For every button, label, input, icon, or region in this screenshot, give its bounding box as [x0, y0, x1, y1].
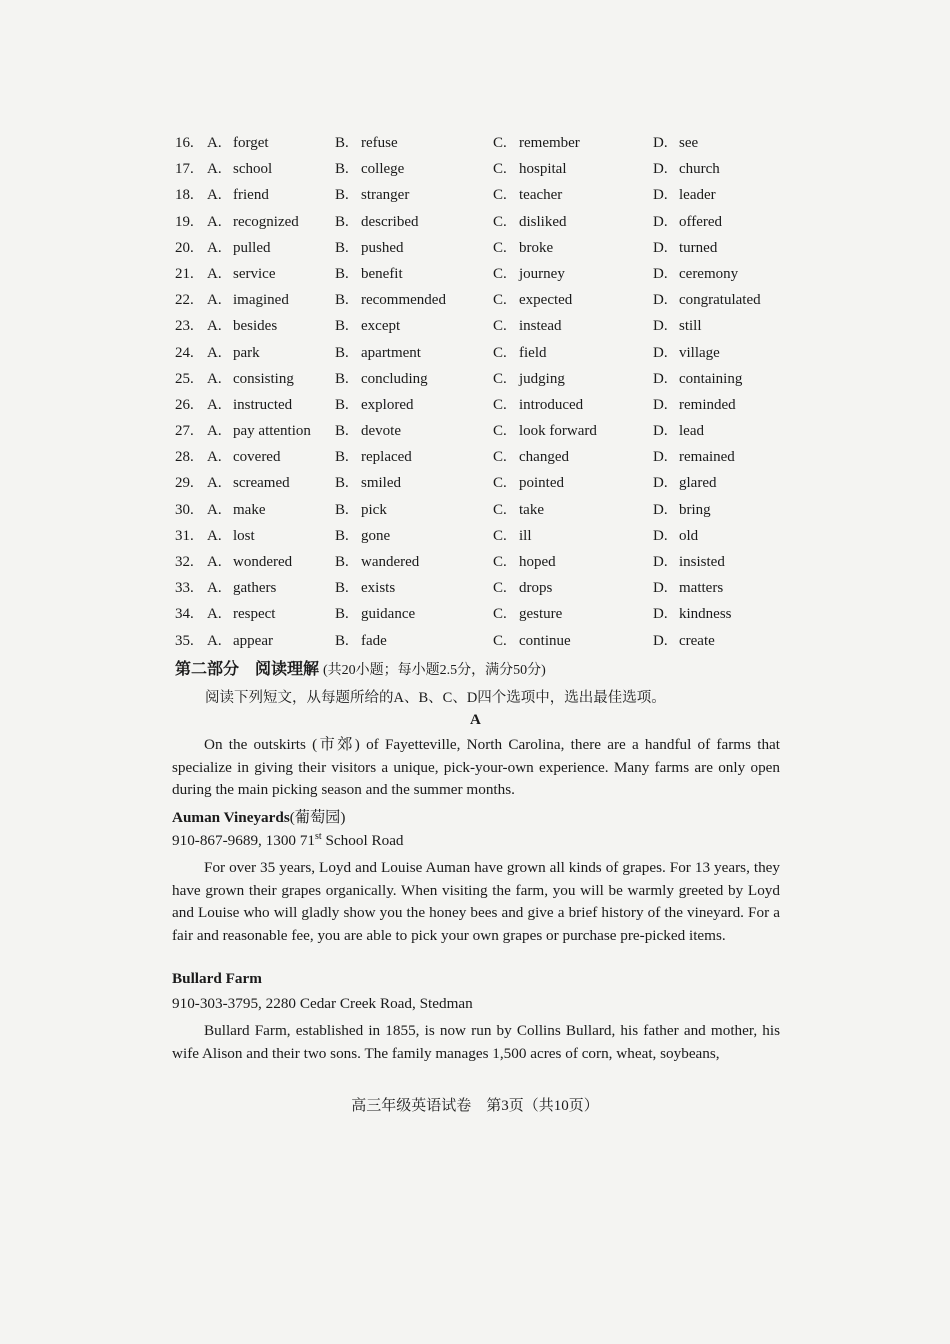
option-a: [207, 500, 265, 520]
question-row: [175, 604, 795, 630]
option-letter: A.: [207, 554, 222, 570]
option-letter: D.: [653, 213, 668, 230]
option-b: [335, 185, 409, 205]
cloze-options-list: [175, 133, 795, 657]
option-b: [335, 212, 418, 232]
question-number: 28.: [175, 449, 194, 466]
option-text: smiled: [361, 475, 401, 492]
option-letter: B.: [335, 135, 349, 151]
question-row: [175, 316, 795, 342]
option-c: [493, 316, 562, 336]
option-text: kindness: [679, 606, 732, 623]
option-letter: D.: [653, 161, 668, 178]
option-letter: C.: [493, 265, 507, 282]
option-letter: A.: [207, 239, 222, 256]
question-number: 19.: [175, 213, 194, 230]
option-c: [493, 631, 571, 651]
option-text: lead: [679, 423, 704, 440]
option-text: consisting: [233, 370, 294, 387]
option-text: containing: [679, 370, 743, 387]
option-letter: B.: [335, 161, 349, 178]
option-letter: B.: [335, 344, 349, 361]
question-row: [175, 238, 795, 264]
option-c: [493, 212, 567, 232]
option-b: [335, 238, 404, 258]
option-a: [207, 212, 299, 232]
section-title: 第二部分 阅读理解: [175, 659, 320, 678]
option-b: [335, 369, 428, 389]
option-letter: B.: [335, 423, 349, 440]
option-letter: D.: [653, 265, 668, 282]
option-a: [207, 316, 277, 336]
option-c: [493, 604, 562, 624]
option-letter: D.: [653, 554, 668, 570]
option-text: hospital: [519, 161, 567, 178]
option-text: guidance: [361, 606, 416, 623]
option-text: instead: [519, 318, 562, 335]
option-a: [207, 631, 273, 651]
question-row: [175, 421, 795, 447]
option-c: [493, 159, 567, 179]
option-d: [653, 578, 723, 598]
option-text: friend: [233, 187, 269, 204]
option-text: turned: [679, 239, 718, 256]
option-b: [335, 159, 404, 179]
option-d: [653, 500, 711, 520]
option-text: pushed: [361, 239, 404, 256]
option-b: [335, 526, 390, 546]
option-letter: A.: [207, 135, 222, 151]
option-letter: D.: [653, 292, 668, 309]
option-text: still: [679, 318, 702, 335]
option-text: reminded: [679, 396, 736, 413]
option-text: respect: [233, 606, 276, 623]
option-letter: C.: [493, 135, 507, 151]
option-letter: C.: [493, 632, 507, 649]
option-text: pointed: [519, 475, 564, 492]
option-text: bring: [679, 501, 711, 518]
option-d: [653, 447, 735, 467]
auman-name: Auman Vineyards: [172, 809, 290, 826]
option-text: park: [233, 344, 260, 361]
option-letter: B.: [335, 187, 349, 204]
option-letter: A.: [207, 370, 222, 387]
option-letter: B.: [335, 213, 349, 230]
question-row: [175, 290, 795, 316]
option-letter: D.: [653, 370, 668, 387]
option-letter: B.: [335, 606, 349, 623]
option-text: glared: [679, 475, 717, 492]
option-letter: C.: [493, 606, 507, 623]
option-text: stranger: [361, 187, 410, 204]
option-c: [493, 369, 565, 389]
option-letter: C.: [493, 213, 507, 230]
question-number: 32.: [175, 554, 194, 570]
option-d: [653, 290, 761, 310]
option-text: except: [361, 318, 401, 335]
option-text: make: [233, 501, 266, 518]
option-letter: D.: [653, 527, 668, 544]
option-letter: D.: [653, 475, 668, 492]
option-text: recommended: [361, 292, 446, 309]
option-letter: A.: [207, 187, 222, 204]
option-d: [653, 159, 720, 179]
option-a: [207, 395, 292, 415]
option-letter: D.: [653, 318, 668, 335]
option-b: [335, 473, 401, 493]
option-d: [653, 316, 702, 336]
option-a: [207, 369, 294, 389]
question-row: [175, 552, 795, 578]
option-b: [335, 316, 400, 336]
option-letter: C.: [493, 161, 507, 178]
option-b: [335, 604, 415, 624]
question-row: [175, 185, 795, 211]
option-letter: A.: [207, 396, 222, 413]
question-number: 31.: [175, 527, 194, 544]
question-number: 21.: [175, 265, 194, 282]
option-letter: A.: [207, 292, 222, 309]
option-text: matters: [679, 580, 724, 597]
section-subtitle: (共20小题；每小题2.5分，满分50分): [323, 663, 546, 678]
option-letter: B.: [335, 554, 349, 570]
option-letter: A.: [207, 606, 222, 623]
option-a: [207, 159, 272, 179]
option-b: [335, 447, 412, 467]
option-d: [653, 264, 738, 284]
option-text: church: [679, 161, 720, 178]
option-letter: D.: [653, 423, 668, 440]
option-text: journey: [519, 265, 565, 282]
option-d: [653, 604, 732, 624]
question-number: 17.: [175, 161, 194, 178]
question-row: [175, 578, 795, 604]
option-d: [653, 421, 704, 441]
option-d: [653, 343, 720, 363]
option-text: village: [679, 344, 720, 361]
option-letter: B.: [335, 370, 349, 387]
option-letter: D.: [653, 239, 668, 256]
passage-intro: On the outskirts (市郊) of Fayetteville, North Carolina, there are a handful of farms that specialize in giving their visitors a unique, pick-your-own experience. Many farms are only open during the main picking season and the summer months.: [172, 736, 780, 799]
option-text: lost: [233, 527, 255, 544]
section-instructions: 阅读下列短文，从每题所给的A、B、C、D四个选项中，选出最佳选项。: [205, 690, 666, 706]
option-text: forget: [233, 135, 269, 151]
option-letter: A.: [207, 344, 222, 361]
option-letter: B.: [335, 527, 349, 544]
option-text: gone: [361, 527, 391, 544]
question-number: 29.: [175, 475, 194, 492]
option-b: [335, 421, 401, 441]
option-letter: C.: [493, 370, 507, 387]
option-text: old: [679, 527, 699, 544]
option-text: besides: [233, 318, 278, 335]
question-row: [175, 264, 795, 290]
bullard-paragraph: Bullard Farm, established in 1855, is now run by Collins Bullard, his father and mother, his wife Alison and their two sons. The family manages 1,500 acres of corn, wheat, soybeans,: [172, 1022, 780, 1062]
question-row: [175, 133, 795, 159]
option-d: [653, 473, 716, 493]
option-text: exists: [361, 580, 396, 597]
option-a: [207, 552, 292, 572]
question-row: [175, 159, 795, 185]
option-a: [207, 343, 260, 363]
option-letter: A.: [207, 632, 222, 649]
option-b: [335, 343, 421, 363]
question-number: 25.: [175, 370, 194, 387]
option-text: ceremony: [679, 265, 739, 282]
auman-contact-post: School Road: [321, 832, 404, 850]
option-d: [653, 133, 698, 153]
option-letter: C.: [493, 187, 507, 204]
option-text: pulled: [233, 239, 271, 256]
option-text: create: [679, 632, 715, 649]
option-a: [207, 526, 255, 546]
option-letter: A.: [207, 423, 222, 440]
option-letter: C.: [493, 423, 507, 440]
option-text: leader: [679, 187, 716, 204]
option-text: pay attention: [233, 423, 311, 440]
option-text: refuse: [361, 135, 398, 151]
option-text: introduced: [519, 396, 584, 413]
option-b: [335, 631, 387, 651]
option-letter: A.: [207, 161, 222, 178]
option-letter: B.: [335, 475, 349, 492]
section-heading: [175, 656, 546, 679]
option-letter: A.: [207, 265, 222, 282]
question-row: [175, 369, 795, 395]
option-letter: D.: [653, 135, 668, 151]
question-number: 30.: [175, 501, 194, 518]
option-letter: C.: [493, 527, 507, 544]
option-text: wandered: [361, 554, 420, 570]
option-a: [207, 578, 276, 598]
option-letter: A.: [207, 449, 222, 466]
option-letter: C.: [493, 239, 507, 256]
option-a: [207, 264, 275, 284]
option-letter: B.: [335, 580, 349, 597]
option-text: screamed: [233, 475, 290, 492]
option-letter: C.: [493, 475, 507, 492]
option-d: [653, 369, 742, 389]
option-text: remember: [519, 135, 580, 151]
bullard-name: Bullard Farm: [172, 970, 262, 987]
option-text: disliked: [519, 213, 567, 230]
option-c: [493, 290, 572, 310]
option-d: [653, 185, 716, 205]
passage-letter: A: [470, 712, 481, 728]
option-d: [653, 395, 736, 415]
option-letter: D.: [653, 632, 668, 649]
option-text: remained: [679, 449, 735, 466]
option-letter: C.: [493, 554, 507, 570]
question-number: 24.: [175, 344, 194, 361]
option-letter: C.: [493, 449, 507, 466]
option-c: [493, 264, 565, 284]
question-row: [175, 212, 795, 238]
option-a: [207, 185, 269, 205]
option-a: [207, 290, 289, 310]
question-number: 22.: [175, 292, 194, 309]
option-text: concluding: [361, 370, 428, 387]
option-letter: B.: [335, 396, 349, 413]
question-number: 16.: [175, 135, 194, 151]
option-text: broke: [519, 239, 554, 256]
option-a: [207, 447, 280, 467]
option-d: [653, 552, 725, 572]
option-letter: D.: [653, 501, 668, 518]
auman-name-note: (葡萄园): [289, 809, 346, 826]
option-text: offered: [679, 213, 723, 230]
option-c: [493, 185, 562, 205]
option-text: appear: [233, 632, 273, 649]
option-letter: D.: [653, 187, 668, 204]
question-number: 23.: [175, 318, 194, 335]
option-text: look forward: [519, 423, 597, 440]
option-c: [493, 133, 580, 153]
option-c: [493, 421, 597, 441]
question-row: [175, 500, 795, 526]
option-text: devote: [361, 423, 401, 440]
question-row: [175, 395, 795, 421]
option-letter: B.: [335, 239, 349, 256]
option-text: described: [361, 213, 419, 230]
option-b: [335, 395, 413, 415]
option-text: replaced: [361, 449, 412, 466]
option-text: benefit: [361, 265, 403, 282]
option-text: field: [519, 344, 547, 361]
question-number: 33.: [175, 580, 194, 597]
option-text: service: [233, 265, 276, 282]
question-number: 35.: [175, 632, 194, 649]
option-d: [653, 238, 717, 258]
option-text: congratulated: [679, 292, 761, 309]
option-text: ill: [519, 527, 532, 544]
option-text: take: [519, 501, 544, 518]
option-c: [493, 447, 569, 467]
option-text: explored: [361, 396, 414, 413]
question-row: [175, 526, 795, 552]
option-letter: A.: [207, 213, 222, 230]
option-letter: C.: [493, 396, 507, 413]
option-text: judging: [519, 370, 565, 387]
option-d: [653, 526, 698, 546]
option-d: [653, 212, 722, 232]
auman-paragraph: For over 35 years, Loyd and Louise Auman have grown all kinds of grapes. For 13 years, they have grown their grapes organically. When visiting the farm, you will be warmly greeted by Loyd and Louise who will gladly show you the honey bees and give a brief history of the vineyard. For a fair and reasonable fee, you are able to pick your own grapes or purchase pre-picked items.: [172, 859, 780, 944]
option-c: [493, 526, 532, 546]
auman-heading: [172, 806, 345, 827]
option-text: pick: [361, 501, 387, 518]
option-text: changed: [519, 449, 569, 466]
option-text: apartment: [361, 344, 421, 361]
option-text: drops: [519, 580, 553, 597]
option-text: hoped: [519, 554, 556, 570]
question-number: 34.: [175, 606, 194, 623]
question-number: 26.: [175, 396, 194, 413]
option-a: [207, 421, 311, 441]
auman-contact-sup: st: [315, 831, 322, 842]
option-text: college: [361, 161, 405, 178]
page-footer: 高三年级英语试卷 第3页（共10页）: [351, 1098, 599, 1114]
option-letter: A.: [207, 501, 222, 518]
option-text: expected: [519, 292, 573, 309]
question-row: [175, 631, 795, 657]
option-letter: A.: [207, 318, 222, 335]
option-letter: D.: [653, 580, 668, 597]
option-text: continue: [519, 632, 571, 649]
option-c: [493, 473, 564, 493]
option-text: gathers: [233, 580, 277, 597]
option-letter: D.: [653, 396, 668, 413]
option-letter: C.: [493, 580, 507, 597]
auman-contact: [172, 831, 404, 850]
option-text: gesture: [519, 606, 563, 623]
option-b: [335, 552, 419, 572]
question-number: 20.: [175, 239, 194, 256]
option-letter: D.: [653, 344, 668, 361]
question-row: [175, 447, 795, 473]
option-letter: B.: [335, 318, 349, 335]
question-number: 18.: [175, 187, 194, 204]
option-letter: A.: [207, 527, 222, 544]
option-text: teacher: [519, 187, 563, 204]
option-letter: B.: [335, 292, 349, 309]
option-text: covered: [233, 449, 281, 466]
option-letter: B.: [335, 501, 349, 518]
option-letter: D.: [653, 606, 668, 623]
option-text: see: [679, 135, 699, 151]
option-letter: C.: [493, 318, 507, 335]
option-c: [493, 500, 544, 520]
option-c: [493, 238, 553, 258]
option-text: school: [233, 161, 273, 178]
option-b: [335, 264, 403, 284]
option-letter: C.: [493, 501, 507, 518]
option-letter: D.: [653, 449, 668, 466]
option-d: [653, 631, 715, 651]
option-c: [493, 343, 547, 363]
option-b: [335, 500, 387, 520]
option-text: fade: [361, 632, 387, 649]
bullard-contact: 910-303-3795, 2280 Cedar Creek Road, Stedman: [172, 995, 473, 1012]
option-a: [207, 238, 271, 258]
option-a: [207, 604, 275, 624]
option-text: imagined: [233, 292, 289, 309]
question-number: 27.: [175, 423, 194, 440]
option-b: [335, 578, 395, 598]
option-b: [335, 133, 398, 153]
option-letter: A.: [207, 475, 222, 492]
option-text: insisted: [679, 554, 725, 570]
option-text: instructed: [233, 396, 293, 413]
option-letter: B.: [335, 632, 349, 649]
option-c: [493, 395, 583, 415]
option-b: [335, 290, 446, 310]
option-letter: C.: [493, 344, 507, 361]
option-letter: B.: [335, 449, 349, 466]
option-c: [493, 578, 552, 598]
option-a: [207, 133, 269, 153]
option-letter: C.: [493, 292, 507, 309]
question-row: [175, 473, 795, 499]
question-row: [175, 343, 795, 369]
option-a: [207, 473, 290, 493]
option-text: recognized: [233, 213, 299, 230]
option-letter: A.: [207, 580, 222, 597]
option-letter: B.: [335, 265, 349, 282]
auman-contact-pre: 910-867-9689, 1300 71: [172, 832, 316, 850]
option-text: wondered: [233, 554, 293, 570]
option-c: [493, 552, 556, 572]
